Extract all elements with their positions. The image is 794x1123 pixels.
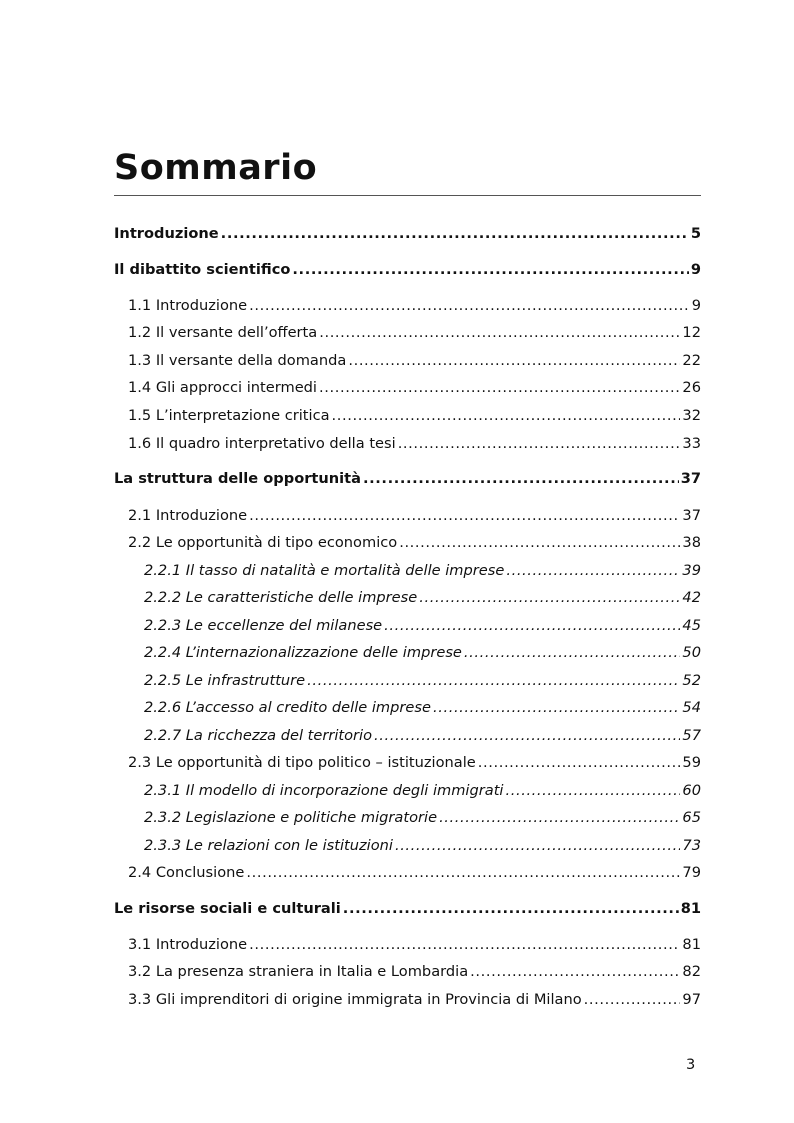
- toc-entry-page: 37: [682, 507, 701, 524]
- toc-entry-label: Introduzione: [114, 225, 219, 242]
- toc-entry-label: 2.1 Introduzione: [128, 507, 248, 524]
- toc-entry-page: 42: [682, 589, 701, 606]
- toc-entry-page: 81: [682, 936, 701, 953]
- toc-entry[interactable]: [114, 897, 701, 921]
- toc-entry-page: 12: [682, 324, 701, 341]
- toc-entry[interactable]: [114, 376, 701, 400]
- toc-entry[interactable]: [114, 349, 701, 373]
- toc-entry[interactable]: [114, 559, 701, 583]
- toc-entry-page: 32: [682, 407, 701, 424]
- toc-entry-page: 38: [682, 534, 701, 551]
- toc-entry-label: 2.2.6 L’accesso al credito delle imprese: [144, 699, 431, 716]
- toc-entry-label: Il dibattito scientifico: [114, 261, 291, 278]
- toc-entry-label: 2.2.3 Le eccellenze del milanese: [144, 617, 383, 634]
- toc-entry[interactable]: [114, 988, 701, 1012]
- toc-entry-label: 1.3 Il versante della domanda: [128, 352, 347, 369]
- toc-entry-page: 50: [682, 644, 701, 661]
- toc-entry-page: 60: [682, 782, 701, 799]
- toc-entry[interactable]: [114, 669, 701, 693]
- toc-entry-label: 1.4 Gli approcci intermedi: [128, 379, 317, 396]
- toc-entry[interactable]: [114, 614, 701, 638]
- toc-entry[interactable]: [114, 467, 701, 491]
- toc-entry-page: 82: [682, 963, 701, 980]
- toc-entry-page: 39: [682, 562, 701, 579]
- toc-entry-label: 1.5 L’interpretazione critica: [128, 407, 330, 424]
- toc-entry-label: 3.3 Gli imprenditori di origine immigrata in Provincia di Milano: [128, 991, 582, 1008]
- toc-entry-label: 2.2.7 La ricchezza del territorio: [144, 727, 373, 744]
- toc-entry-label: Le risorse sociali e culturali: [114, 900, 341, 917]
- toc-entry[interactable]: [114, 806, 701, 830]
- toc-entry[interactable]: [114, 258, 701, 282]
- toc-entry-page: 52: [682, 672, 701, 689]
- toc-entry[interactable]: [114, 834, 701, 858]
- toc-entry-page: 37: [680, 470, 701, 487]
- toc-entry[interactable]: [114, 432, 701, 456]
- toc-entry-page: 26: [682, 379, 701, 396]
- toc-entry-page: 65: [682, 809, 701, 826]
- toc-entry-label: 2.2.5 Le infrastrutture: [144, 672, 306, 689]
- toc-entry-label: 1.1 Introduzione: [128, 297, 248, 314]
- page-number: 3: [686, 1056, 696, 1073]
- toc-entry-label: 2.3.1 Il modello di incorporazione degli immigrati: [144, 782, 504, 799]
- toc-entry[interactable]: [114, 222, 701, 246]
- toc-entry[interactable]: [114, 751, 701, 775]
- toc-entry-label: 2.3.2 Legislazione e politiche migratorie: [144, 809, 438, 826]
- toc-entry-label: 3.2 La presenza straniera in Italia e Lombardia: [128, 963, 469, 980]
- toc-entry-page: 33: [682, 435, 701, 452]
- toc-entry[interactable]: [114, 696, 701, 720]
- toc-entry-label: 1.2 Il versante dell’offerta: [128, 324, 318, 341]
- toc-entry[interactable]: [114, 641, 701, 665]
- toc-entry-label: 2.2.1 Il tasso di natalità e mortalità delle imprese: [144, 562, 505, 579]
- toc-entry-page: 73: [682, 837, 701, 854]
- page-title: Sommario: [114, 148, 318, 188]
- toc-entry[interactable]: [114, 779, 701, 803]
- toc-entry-page: 22: [682, 352, 701, 369]
- toc-entry-label: 2.2 Le opportunità di tipo economico: [128, 534, 398, 551]
- toc-entry-page: 59: [682, 754, 701, 771]
- toc-entry-page: 5: [690, 225, 701, 242]
- toc-entry[interactable]: [114, 933, 701, 957]
- toc-entry[interactable]: [114, 861, 701, 885]
- toc-entry[interactable]: [114, 586, 701, 610]
- toc-entry-label: 2.3.3 Le relazioni con le istituzioni: [144, 837, 393, 854]
- toc-entry-page: 45: [682, 617, 701, 634]
- toc-entry-page: 9: [690, 261, 701, 278]
- toc-entry-label: La struttura delle opportunità: [114, 470, 361, 487]
- toc-entry-label: 2.2.4 L’internazionalizzazione delle imprese: [144, 644, 462, 661]
- toc-entry[interactable]: [114, 531, 701, 555]
- toc-entry-label: 2.4 Conclusione: [128, 864, 245, 881]
- toc-entry[interactable]: [114, 504, 701, 528]
- toc-entry-label: 2.2.2 Le caratteristiche delle imprese: [144, 589, 418, 606]
- toc-entry-page: 97: [682, 991, 701, 1008]
- toc-entry-label: 2.3 Le opportunità di tipo politico – istituzionale: [128, 754, 476, 771]
- toc-entry-page: 54: [682, 699, 701, 716]
- toc-entry-label: 1.6 Il quadro interpretativo della tesi: [128, 435, 396, 452]
- toc-entry-page: 81: [680, 900, 701, 917]
- toc-entry[interactable]: [114, 404, 701, 428]
- toc-entry[interactable]: [114, 724, 701, 748]
- title-divider: [114, 195, 701, 196]
- toc-entry-page: 79: [682, 864, 701, 881]
- toc-entry[interactable]: [114, 294, 701, 318]
- toc-entry[interactable]: [114, 960, 701, 984]
- toc-entry[interactable]: [114, 321, 701, 345]
- toc-entry-label: 3.1 Introduzione: [128, 936, 248, 953]
- toc-entry-page: 57: [682, 727, 701, 744]
- toc-entry-page: 9: [691, 297, 701, 314]
